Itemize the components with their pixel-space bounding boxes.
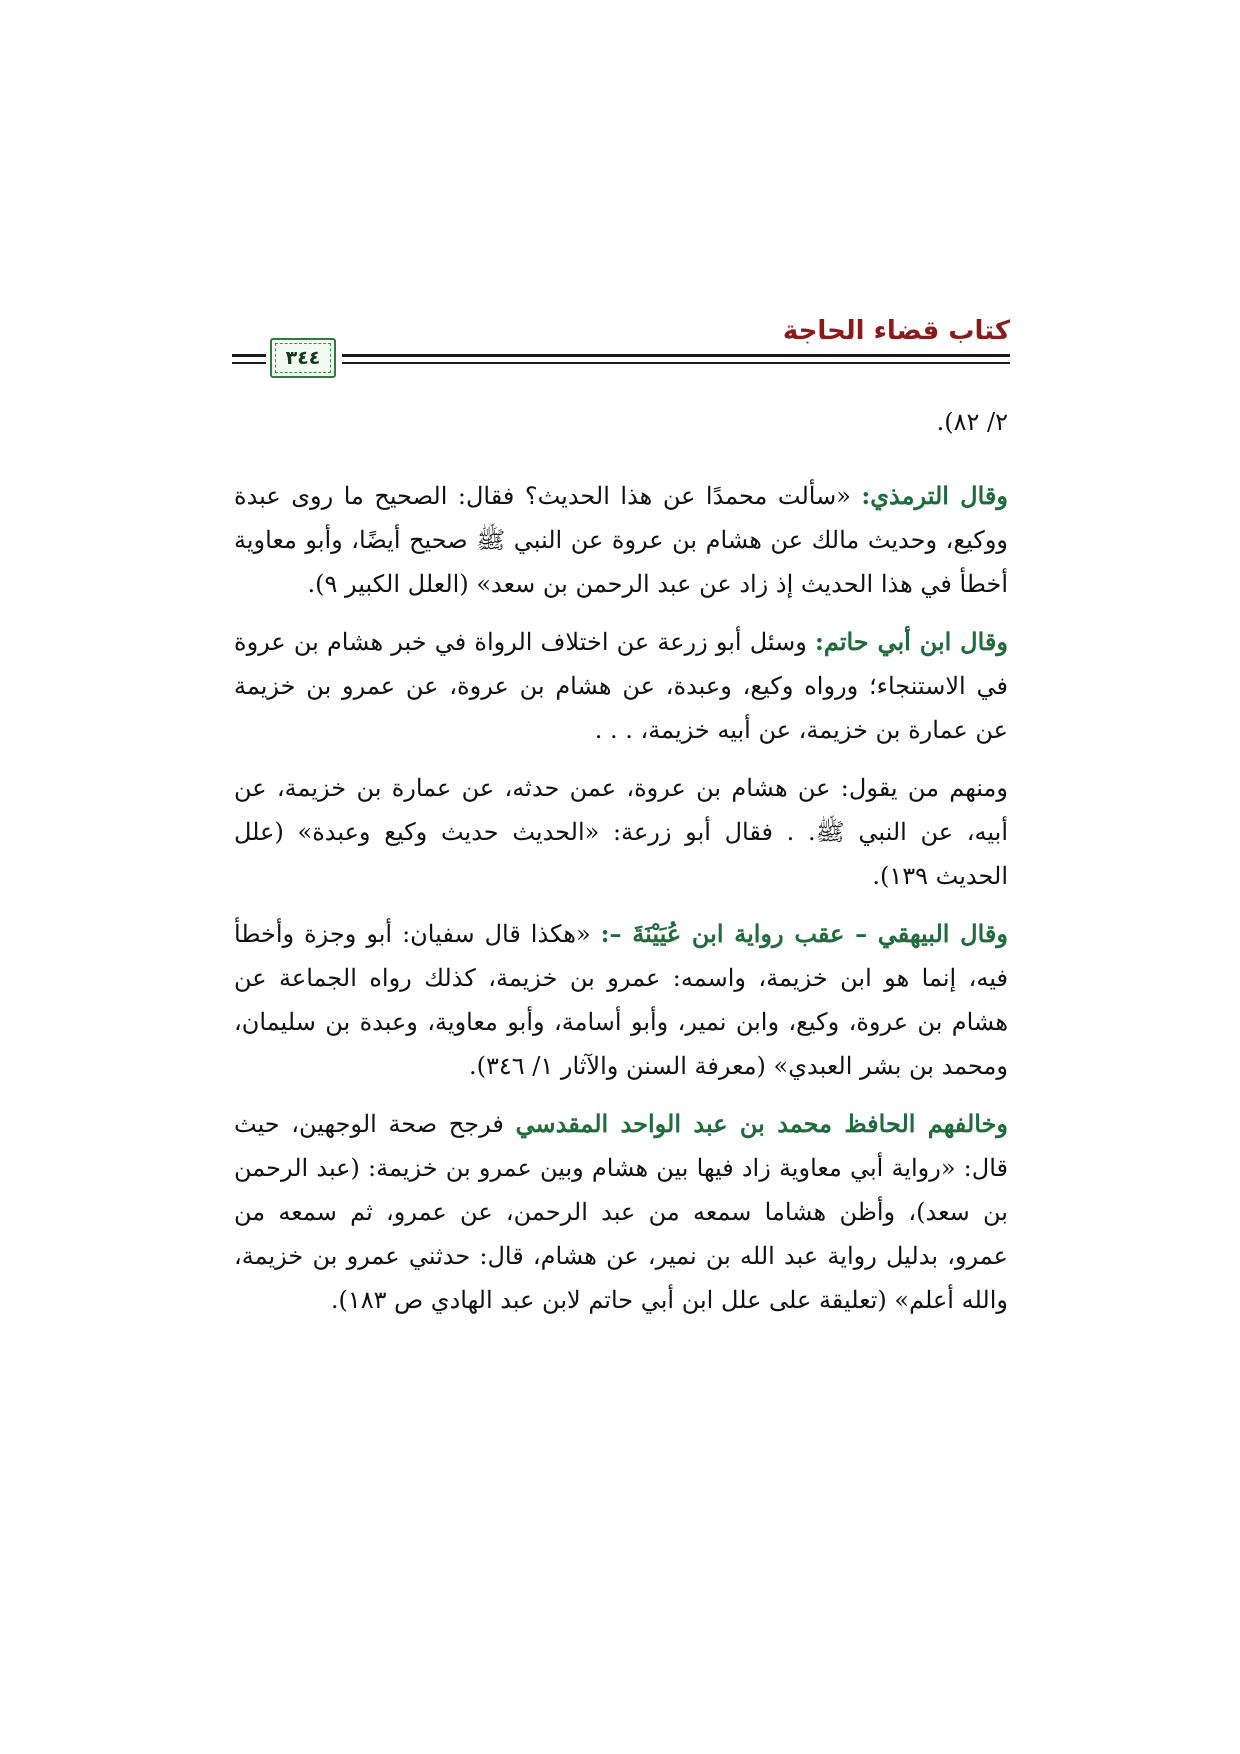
paragraph-text: ٢/ ٨٢). xyxy=(936,408,1008,436)
paragraph-lead: وخالفهم الحافظ محمد بن عبد الواحد المقدسي xyxy=(515,1109,1008,1138)
page-number-badge xyxy=(270,338,336,378)
page-number: ٣٤٤ xyxy=(285,347,321,369)
paragraph-text: «هكذا قال سفيان: أبو وجزة وأخطأ فيه، إنما هو ابن خزيمة، واسمه: عمرو بن خزيمة، كذلك رواه الجماعة عن هشام بن عروة، وكيع، وابن نمير، وأبو أسامة، وأبو معاوية، وعبدة بن سليمان، ومحمد بن بشر العبدي» (معرفة السنن والآثار ١/ ٣٤٦). xyxy=(234,920,1008,1080)
paragraph-maqdisi xyxy=(234,1102,1008,1322)
header-rule-thin xyxy=(342,362,1010,364)
paragraph-abu-zurah xyxy=(234,766,1008,898)
page-header xyxy=(232,316,1010,386)
book-title: كتاب قضاء الحاجة xyxy=(782,316,1010,346)
paragraph-lead: وقال ابن أبي حاتم: xyxy=(814,627,1008,656)
paragraph-text: «سألت محمدًا عن هذا الحديث؟ فقال: الصحيح ما روى عبدة ووكيع، وحديث مالك عن هشام بن عروة عن النبي ﷺ صحيح أيضًا، وأبو معاوية أخطأ في هذا الحديث إذ زاد عن عبد الرحمن بن سعد» (العلل الكبير ٩). xyxy=(234,482,1008,598)
paragraph-lead: وقال البيهقي – عقب رواية ابن عُيَيْنَةَ –: xyxy=(600,919,1008,948)
paragraph-continuation xyxy=(234,400,1008,444)
paragraph-text: ومنهم من يقول: عن هشام بن عروة، عمن حدثه، عن عمارة بن خزيمة، عن أبيه، عن النبي ﷺ. . فقال أبو زرعة: «الحديث حديث وكيع وعبدة» (علل الحديث ١٣٩). xyxy=(234,774,1008,890)
paragraph-bayhaqi xyxy=(234,912,1008,1088)
header-rule-short-thin xyxy=(232,362,266,364)
header-rule-short xyxy=(232,354,266,357)
paragraph-tirmidhi xyxy=(234,474,1008,606)
main-text xyxy=(234,400,1008,1336)
header-rule xyxy=(342,354,1010,357)
paragraph-ibn-abi-hatim xyxy=(234,620,1008,752)
paragraph-text: وسئل أبو زرعة عن اختلاف الرواة في خبر هشام بن عروة في الاستنجاء؛ ورواه وكيع، وعبدة، عن هشام بن عروة، عن عمرو بن خزيمة عن عمارة بن خزيمة، عن أبيه خزيمة، . . . xyxy=(234,628,1008,744)
paragraph-text: فرجح صحة الوجهين، حيث قال: «رواية أبي معاوية زاد فيها بين هشام وبين عمرو بن خزيمة: (عبد الرحمن بن سعد)، وأظن هشاما سمعه من عبد الرحمن، عن عمرو، ثم سمعه من عمرو، بدليل رواية عبد الله بن نمير، عن هشام، قال: حدثني عمرو بن خزيمة، والله أعلم» (تعليقة على علل ابن أبي حاتم لابن عبد الهادي ص ١٨٣). xyxy=(234,1110,1008,1314)
paragraph-lead: وقال الترمذي: xyxy=(861,481,1008,510)
